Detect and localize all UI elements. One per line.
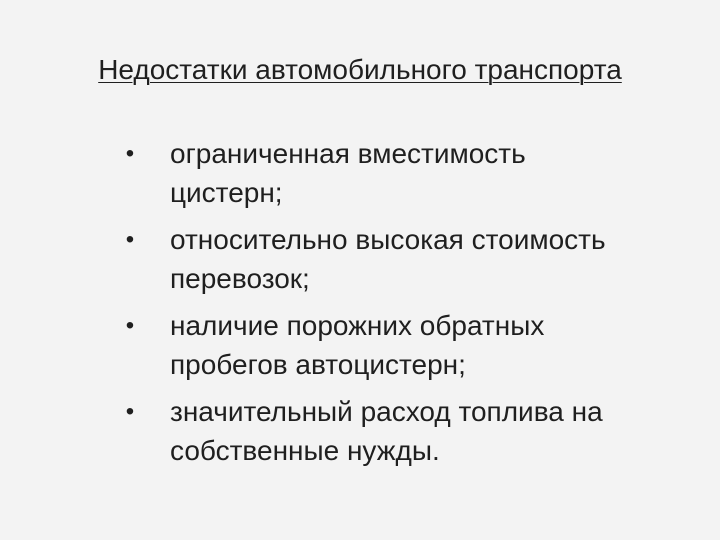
list-item bbox=[108, 306, 698, 384]
bullet-icon: • bbox=[125, 140, 135, 167]
list-item bbox=[108, 392, 698, 470]
list-item-line: наличие порожних обратных bbox=[170, 310, 545, 341]
bullet-list bbox=[108, 134, 698, 478]
list-item-line: значительный расход топлива на bbox=[170, 396, 603, 427]
list-item-line: перевозок; bbox=[170, 263, 310, 294]
list-item-line: пробегов автоцистерн; bbox=[170, 349, 466, 380]
bullet-icon: • bbox=[125, 312, 135, 339]
list-item-line: ограниченная вместимость bbox=[170, 138, 526, 169]
bullet-icon: • bbox=[125, 398, 135, 425]
list-item-line: цистерн; bbox=[170, 177, 283, 208]
list-item-line: относительно высокая стоимость bbox=[170, 224, 606, 255]
bullet-icon: • bbox=[125, 226, 135, 253]
list-item-line: собственные нужды. bbox=[170, 435, 440, 466]
list-item bbox=[108, 134, 698, 212]
list-item bbox=[108, 220, 698, 298]
slide-title: Недостатки автомобильного транспорта bbox=[98, 54, 622, 85]
